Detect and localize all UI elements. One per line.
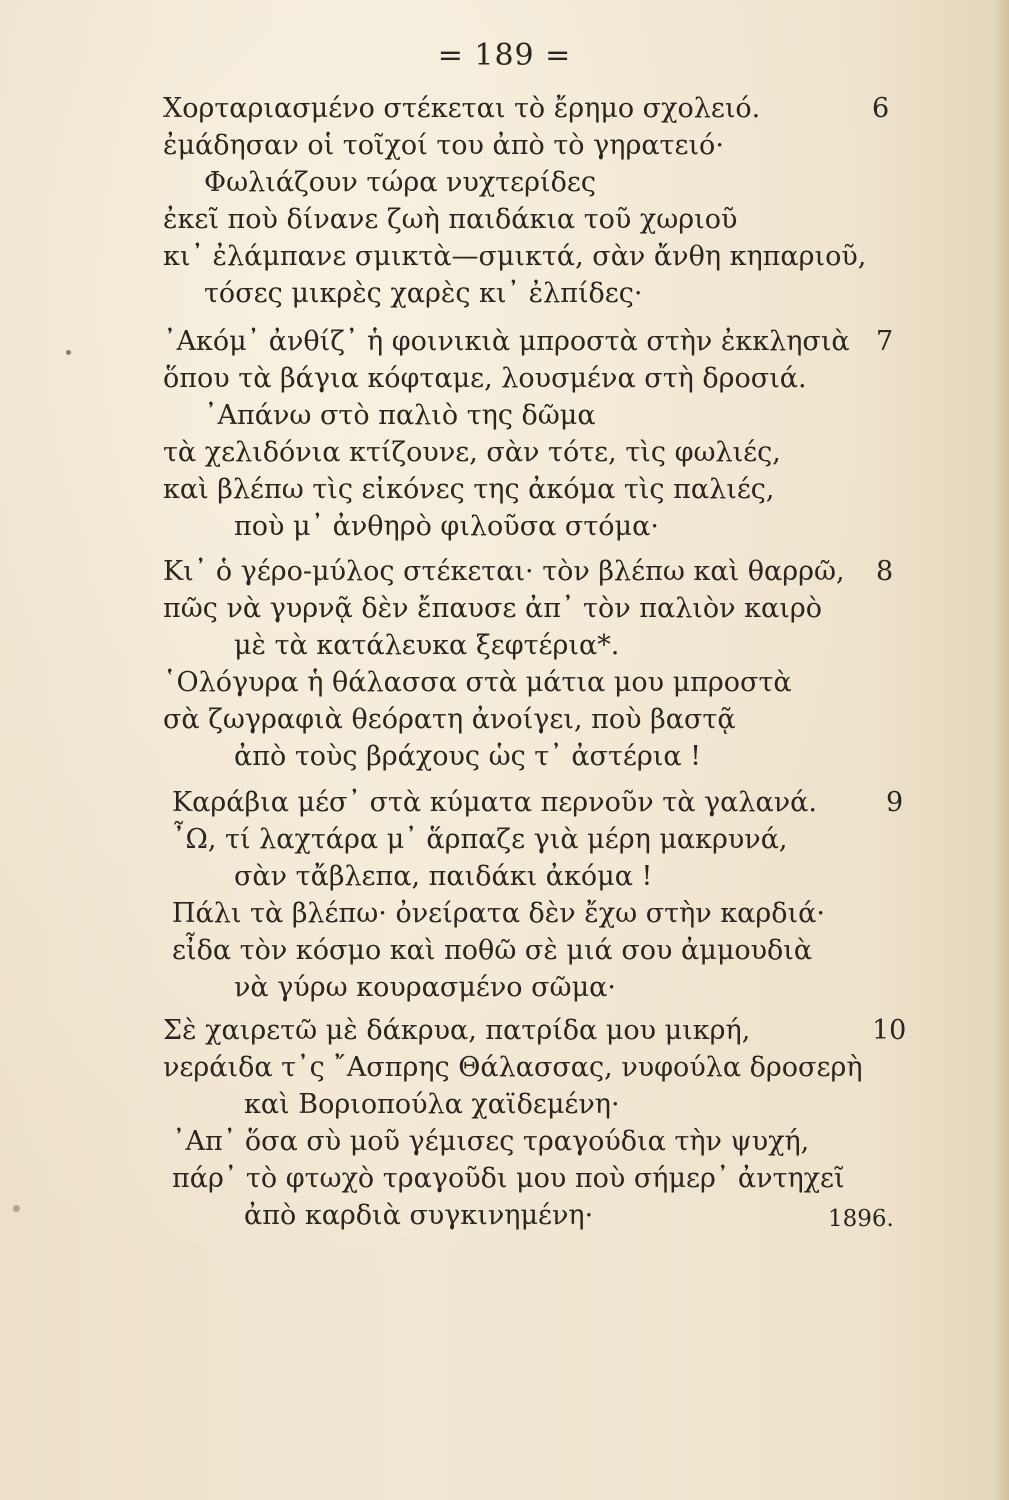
verse-line: ἐμάδησαν οἱ τοῖχοί του ἀπὸ τὸ γηρατειό·	[163, 130, 724, 161]
verse-line: νὰ γύρω κουρασμένο σῶμα·	[234, 972, 616, 1003]
verse-line: μὲ τὰ κατάλευκα ξεφτέρια*.	[234, 630, 620, 661]
verse-line: καὶ Βοριοπούλα χαϊδεμένη·	[244, 1089, 620, 1120]
stanza-number: 6	[872, 93, 890, 124]
verse-line: κι᾽ ἐλάμπανε σμικτὰ—σμικτά, σὰν ἄνθη κηπαριοῦ,	[163, 241, 867, 272]
verse-line: ᾽Απ᾽ ὅσα σὺ μοῦ γέμισες τραγούδια τὴν ψυχή,	[172, 1126, 810, 1157]
stanza-number: 9	[886, 787, 904, 818]
verse-line: πάρ᾽ τὸ φτωχὸ τραγοῦδι μου ποὺ σήμερ᾽ ἀντηχεῖ	[172, 1163, 845, 1194]
verse-line: καὶ βλέπω τὶς εἰκόνες της ἀκόμα τὶς παλιές,	[163, 474, 775, 505]
verse-line: Κι᾽ ὁ γέρο-μύλος στέκεται· τὸν βλέπω καὶ θαρρῶ,	[163, 556, 845, 587]
poem-date: 1896.	[828, 1206, 894, 1232]
verse-line: ἀπὸ τοὺς βράχους ὡς τ᾽ ἀστέρια !	[234, 741, 702, 772]
verse-line: ὅπου τὰ βάγια κόφταμε, λουσμένα στὴ δροσιά.	[163, 363, 807, 394]
verse-line: σὰν τἄβλεπα, παιδάκι ἀκόμα !	[234, 861, 653, 892]
verse-line: ἀπὸ καρδιὰ συγκινημένη·	[244, 1200, 594, 1231]
stanza-number: 7	[876, 326, 894, 357]
verse-line: νεράιδα τ᾽ς ῎Ασπρης Θάλασσας, νυφούλα δροσερὴ	[163, 1052, 863, 1083]
verse-line: ᾽Απάνω στὸ παλιὸ της δῶμα	[204, 400, 596, 431]
page-edge-shadow	[993, 0, 1009, 1500]
verse-line: Φωλιάζουν τώρα νυχτερίδες	[204, 167, 596, 198]
verse-line: Πάλι τὰ βλέπω· ὀνείρατα δὲν ἔχω στὴν καρδιά·	[172, 898, 825, 929]
verse-line: εἶδα τὸν κόσμο καὶ ποθῶ σὲ μιά σου ἀμμουδιὰ	[172, 935, 813, 966]
verse-line: ᾽Ακόμ᾽ ἀνθίζ᾽ ἡ φοινικιὰ μπροστὰ στὴν ἐκκλησιὰ	[163, 326, 850, 357]
verse-line: ῏Ω, τί λαχτάρα μ᾽ ἅρπαζε γιὰ μέρη μακρυνά,	[172, 824, 788, 855]
stanza-number: 8	[876, 556, 894, 587]
paper-speck	[66, 350, 71, 355]
verse-line: Χορταριασμένο στέκεται τὸ ἔρημο σχολειό.	[163, 93, 761, 124]
verse-line: ποὺ μ᾽ ἀνθηρὸ φιλοῦσα στόμα·	[234, 511, 659, 542]
verse-line: σὰ ζωγραφιὰ θεόρατη ἀνοίγει, ποὺ βαστᾷ	[163, 704, 736, 735]
page-number: = 189 =	[437, 38, 572, 73]
verse-line: τὰ χελιδόνια κτίζουνε, σὰν τότε, τὶς φωλιές,	[163, 437, 781, 468]
verse-line: ἐκεῖ ποὺ δίνανε ζωὴ παιδάκια τοῦ χωριοῦ	[163, 204, 738, 235]
paper-speck	[13, 1205, 20, 1212]
verse-line: Σὲ χαιρετῶ μὲ δάκρυα, πατρίδα μου μικρή,	[163, 1015, 751, 1046]
stanza-number: 10	[872, 1015, 907, 1046]
verse-line: πῶς νὰ γυρνᾷ δὲν ἔπαυσε ἀπ᾽ τὸν παλιὸν καιρὸ	[163, 593, 822, 624]
verse-line: Καράβια μέσ᾽ στὰ κύματα περνοῦν τὰ γαλανά.	[172, 787, 817, 818]
verse-line: ῾Ολόγυρα ἡ θάλασσα στὰ μάτια μου μπροστὰ	[163, 667, 792, 698]
verse-line: τόσες μικρὲς χαρὲς κι᾽ ἐλπίδες·	[204, 278, 643, 309]
